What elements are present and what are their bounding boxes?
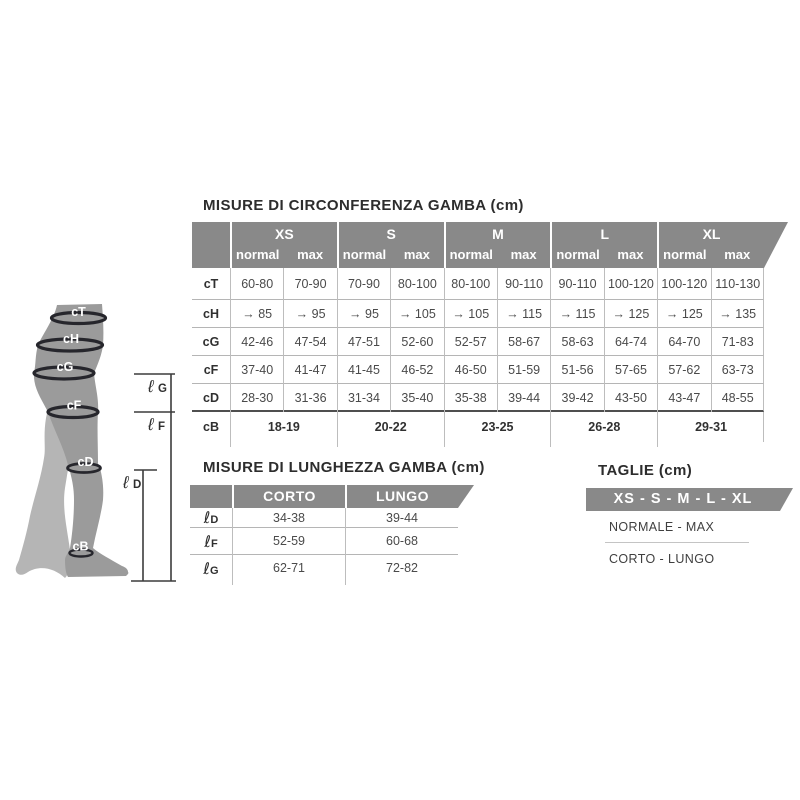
- circumference-title: MISURE DI CIRCONFERENZA GAMBA (cm): [203, 197, 524, 214]
- taglie-corto-lungo: CORTO - LUNGO: [609, 552, 715, 566]
- row-label: ℓD: [203, 508, 219, 527]
- header-band-slant: [764, 222, 788, 268]
- group-line-stubs: [192, 442, 764, 447]
- cell: 35-40: [390, 384, 443, 412]
- cell: 43-47: [657, 384, 710, 412]
- cell: 58-67: [497, 328, 550, 356]
- cell: 39-44: [497, 384, 550, 412]
- cell: 90-110: [497, 268, 550, 300]
- cell: 71-83: [711, 328, 764, 356]
- cell: 35-38: [444, 384, 497, 412]
- cell: → 125: [604, 300, 657, 328]
- subheader-normal: normal: [550, 245, 603, 268]
- cell: 28-30: [230, 384, 283, 412]
- size-header-m: M: [444, 222, 551, 245]
- circumference-section: [192, 197, 792, 447]
- cell: 80-100: [444, 268, 497, 300]
- cell: 64-70: [657, 328, 710, 356]
- cell: → 115: [497, 300, 550, 328]
- cell: → 95: [337, 300, 390, 328]
- subheader-normal: normal: [444, 245, 497, 268]
- size-header-xl: XL: [657, 222, 764, 245]
- cell: 57-62: [657, 356, 710, 384]
- cell: 52-59: [232, 528, 345, 558]
- subheader-max: max: [297, 247, 324, 262]
- taglie-title: TAGLIE (cm): [598, 462, 693, 479]
- cell: 51-59: [497, 356, 550, 384]
- header-band-slant: [780, 488, 793, 511]
- cell: 64-74: [604, 328, 657, 356]
- row-label: cD: [203, 391, 219, 405]
- column-header-lungo: LUNGO: [345, 485, 458, 508]
- cell: 100-120: [657, 268, 710, 300]
- row-label: cF: [203, 363, 219, 377]
- length-measure-lines: [131, 374, 176, 581]
- band-label-cH: cH: [63, 332, 79, 346]
- header-band-slant: [458, 485, 474, 508]
- cell: 41-47: [283, 356, 336, 384]
- row-label: cB: [203, 420, 219, 434]
- header-corner: [190, 485, 232, 508]
- length-row-lD: [190, 508, 458, 528]
- taglie-sizes-band: [586, 488, 780, 511]
- circumference-header-band: [192, 222, 764, 268]
- length-label-lF: ℓ F: [148, 415, 165, 434]
- cell: 72-82: [345, 555, 458, 585]
- band-label-cF: cF: [66, 398, 82, 413]
- cell: 57-65: [604, 356, 657, 384]
- taglie-section: [586, 462, 800, 566]
- cell: 51-56: [550, 356, 603, 384]
- cell-span: 23-25: [444, 412, 551, 442]
- cell: 31-36: [283, 384, 336, 412]
- header-corner: [192, 245, 230, 268]
- row-label: cH: [203, 307, 219, 321]
- cell: 42-46: [230, 328, 283, 356]
- table-row-cH: [192, 300, 764, 328]
- table-row-cB: [192, 412, 764, 442]
- taglie-normale-max: NORMALE - MAX: [609, 520, 715, 534]
- size-header-s: S: [337, 222, 444, 245]
- cell: 60-80: [230, 268, 283, 300]
- size-header-xs: XS: [230, 222, 337, 245]
- cell: 70-90: [337, 268, 390, 300]
- cell-span: 26-28: [550, 412, 657, 442]
- cell: 39-44: [345, 508, 458, 530]
- cell: → 95: [283, 300, 336, 328]
- size-header-l: L: [550, 222, 657, 245]
- cell: 31-34: [337, 384, 390, 412]
- cell-span: 18-19: [230, 412, 337, 442]
- row-label: ℓG: [203, 559, 219, 578]
- cell: 80-100: [390, 268, 443, 300]
- subheader-max: max: [724, 247, 751, 262]
- taglie-sizes-text: XS - S - M - L - XL: [613, 491, 753, 507]
- cell: 70-90: [283, 268, 336, 300]
- band-label-cB: cB: [72, 539, 89, 554]
- row-label: ℓF: [204, 532, 218, 551]
- column-header-corto: CORTO: [232, 485, 345, 508]
- length-label-lG: ℓ G: [148, 377, 167, 396]
- length-row-lF: [190, 528, 458, 555]
- cell: → 85: [230, 300, 283, 328]
- cell: 62-71: [232, 555, 345, 585]
- cell: → 125: [657, 300, 710, 328]
- cell: 34-38: [232, 508, 345, 530]
- leg-diagram: [10, 288, 180, 590]
- cell: → 105: [390, 300, 443, 328]
- divider: [605, 542, 749, 543]
- subheader-normal: normal: [230, 245, 283, 268]
- length-row-lG: [190, 555, 458, 582]
- row-label: cG: [202, 335, 220, 349]
- cell: 90-110: [550, 268, 603, 300]
- row-label: cT: [203, 277, 219, 291]
- table-row-cT: [192, 268, 764, 300]
- cell: 48-55: [711, 384, 764, 412]
- table-row-cD: [192, 384, 764, 412]
- cell: 41-45: [337, 356, 390, 384]
- length-label-lD: ℓ D: [123, 473, 142, 492]
- cell: 47-54: [283, 328, 336, 356]
- cell: 60-68: [345, 528, 458, 558]
- band-label-cD: cD: [77, 455, 94, 469]
- subheader-max: max: [403, 247, 430, 262]
- cell: 52-60: [390, 328, 443, 356]
- cell: → 105: [444, 300, 497, 328]
- cell: 47-51: [337, 328, 390, 356]
- cell: 46-52: [390, 356, 443, 384]
- cell-span: 29-31: [657, 412, 764, 442]
- subheader-normal: normal: [657, 245, 710, 268]
- cell: → 135: [711, 300, 764, 328]
- band-label-cT: cT: [71, 305, 86, 319]
- length-section: [190, 459, 490, 582]
- subheader-normal: normal: [337, 245, 390, 268]
- cell: 39-42: [550, 384, 603, 412]
- cell: 63-73: [711, 356, 764, 384]
- subheader-max: max: [617, 247, 644, 262]
- cell: 52-57: [444, 328, 497, 356]
- table-row-cF: [192, 356, 764, 384]
- cell: → 115: [550, 300, 603, 328]
- length-title: MISURE DI LUNGHEZZA GAMBA (cm): [203, 459, 485, 476]
- subheader-max: max: [510, 247, 537, 262]
- length-header-band: [190, 485, 458, 508]
- cell: 43-50: [604, 384, 657, 412]
- table-row-cG: [192, 328, 764, 356]
- cell: 58-63: [550, 328, 603, 356]
- header-corner: [192, 222, 230, 245]
- cell: 100-120: [604, 268, 657, 300]
- cell: 110-130: [711, 268, 764, 300]
- cell-span: 20-22: [337, 412, 444, 442]
- cell: 37-40: [230, 356, 283, 384]
- cell: 46-50: [444, 356, 497, 384]
- band-label-cG: cG: [56, 360, 74, 374]
